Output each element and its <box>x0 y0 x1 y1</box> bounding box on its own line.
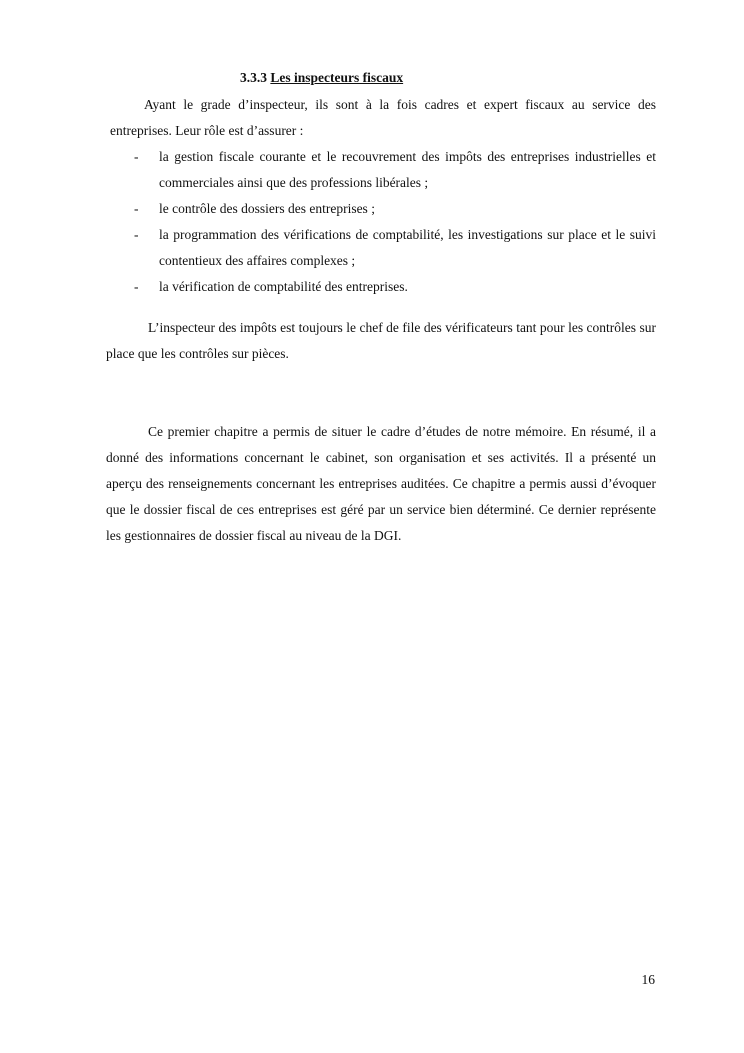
list-bullet: - <box>134 149 139 164</box>
list-item <box>110 144 656 196</box>
list-item-text: la vérification de comptabilité des entreprises. <box>159 279 408 294</box>
list-item-text: la gestion fiscale courante et le recouvrement des impôts des entreprises industrielles et commerciales ainsi que des professions libérales ; <box>159 149 656 190</box>
duties-list <box>110 144 656 300</box>
section-title: Les inspecteurs fiscaux <box>270 70 404 85</box>
list-item-text: le contrôle des dossiers des entreprises ; <box>159 201 375 216</box>
list-bullet: - <box>134 279 139 294</box>
list-bullet: - <box>134 201 139 216</box>
page-number: 16 <box>641 972 655 987</box>
chapter-conclusion-paragraph: Ce premier chapitre a permis de situer le cadre d’études de notre mémoire. En résumé, il a donné des informations concernant le cabinet, son organisation et ses activités. Il a présenté un aperçu des renseignements concernant les entreprises auditées. Ce chapitre a permis aussi d’évoquer que le dossier fiscal de ces entreprises est géré par un service bien déterminé. Ce dernier représente les gestionnaires de dossier fiscal au niveau de la DGI. <box>106 424 656 543</box>
list-item <box>110 196 656 222</box>
intro-paragraph: Ayant le grade d’inspecteur, ils sont à la fois cadres et expert fiscaux au service des entreprises. Leur rôle est d’assurer : <box>110 97 656 138</box>
list-item <box>110 274 656 300</box>
list-bullet: - <box>134 227 139 242</box>
list-item <box>110 222 656 274</box>
list-item-text: la programmation des vérifications de comptabilité, les investigations sur place et le suivi contentieux des affaires complexes ; <box>159 227 656 268</box>
inspector-paragraph: L’inspecteur des impôts est toujours le chef de file des vérificateurs tant pour les contrôles sur place que les contrôles sur pièces. <box>106 320 656 361</box>
section-heading <box>240 70 403 86</box>
section-number: 3.3.3 <box>240 70 267 85</box>
